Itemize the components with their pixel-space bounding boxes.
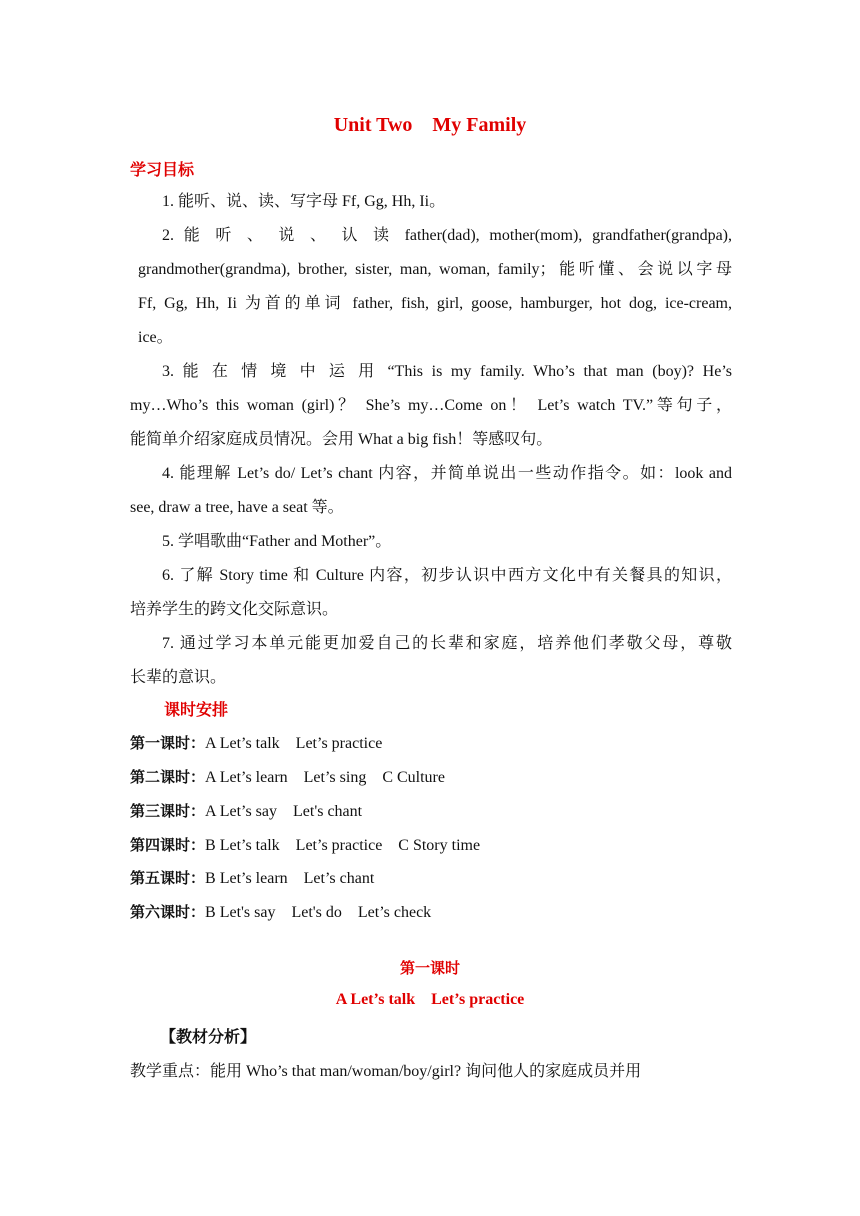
lesson1-heading: 第一课时 xyxy=(399,959,460,977)
schedule-item-5: 第五课时：B Let’s learn Let’s chant xyxy=(130,869,375,887)
objective-2: 2. 能 听 、 说 、 认 读 father(dad), mother(mom), grandfather(grandpa), grandmother(grandma), brother, sister, man, woman, family；能听懂、会说以字母 Ff, Gg, Hh, Ii 为首的单词 father, fish, girl, goose, hamburger, hot dog, ice-cream, ice。 xyxy=(138,227,732,346)
objective-7: 7. 通过学习本单元能更加爱自己的长辈和家庭，培养他们孝敬父母，尊敬 长辈的意识。 xyxy=(130,635,732,686)
schedule-item-2: 第二课时：A Let’s learn Let’s sing C Culture xyxy=(130,768,445,786)
analysis-heading: 【教材分析】 xyxy=(160,1027,257,1046)
objective-3: 3. 能 在 情 境 中 运 用 “This is my family. Who’s that man (boy)? He’s my…Who’s this woman (girl)？ She’s my…Come on！ Let’s watch TV.”等句子， 能简单介绍家庭成员情况。会用 What a big fish！等感叹句。 xyxy=(130,363,732,448)
schedule-item-1: 第一课时：A Let’s talk Let’s practice xyxy=(130,734,383,752)
objective-5: 5. 学唱歌曲“Father and Mother”。 xyxy=(162,533,392,550)
objective-4: 4. 能理解 Let’s do/ Let’s chant 内容，并简单说出一些动作指令。如：look and see, draw a tree, have a seat 等。 xyxy=(130,465,732,516)
objective-6: 6. 了解 Story time 和 Culture 内容，初步认识中西方文化中有关餐具的知识， 培养学生的跨文化交际意识。 xyxy=(130,567,732,618)
objective-1: 1. 能听、说、读、写字母 Ff, Gg, Hh, Ii。 xyxy=(162,193,446,210)
objectives-heading: 学习目标 xyxy=(130,160,195,179)
schedule-item-4: 第四课时：B Let’s talk Let’s practice C Story time xyxy=(130,836,481,854)
lesson1-subheading: A Let’s talk Let’s practice xyxy=(335,991,525,1008)
schedule-item-3: 第三课时：A Let’s say Let's chant xyxy=(130,802,363,820)
page-title: Unit Two My Family xyxy=(333,114,527,136)
schedule-item-6: 第六课时：B Let's say Let's do Let’s check xyxy=(130,903,432,921)
schedule-heading: 课时安排 xyxy=(164,700,229,719)
key-point-text: 教学重点：能用 Who’s that man/woman/boy/girl? 询问他人的家庭成员并用 xyxy=(130,1063,642,1080)
